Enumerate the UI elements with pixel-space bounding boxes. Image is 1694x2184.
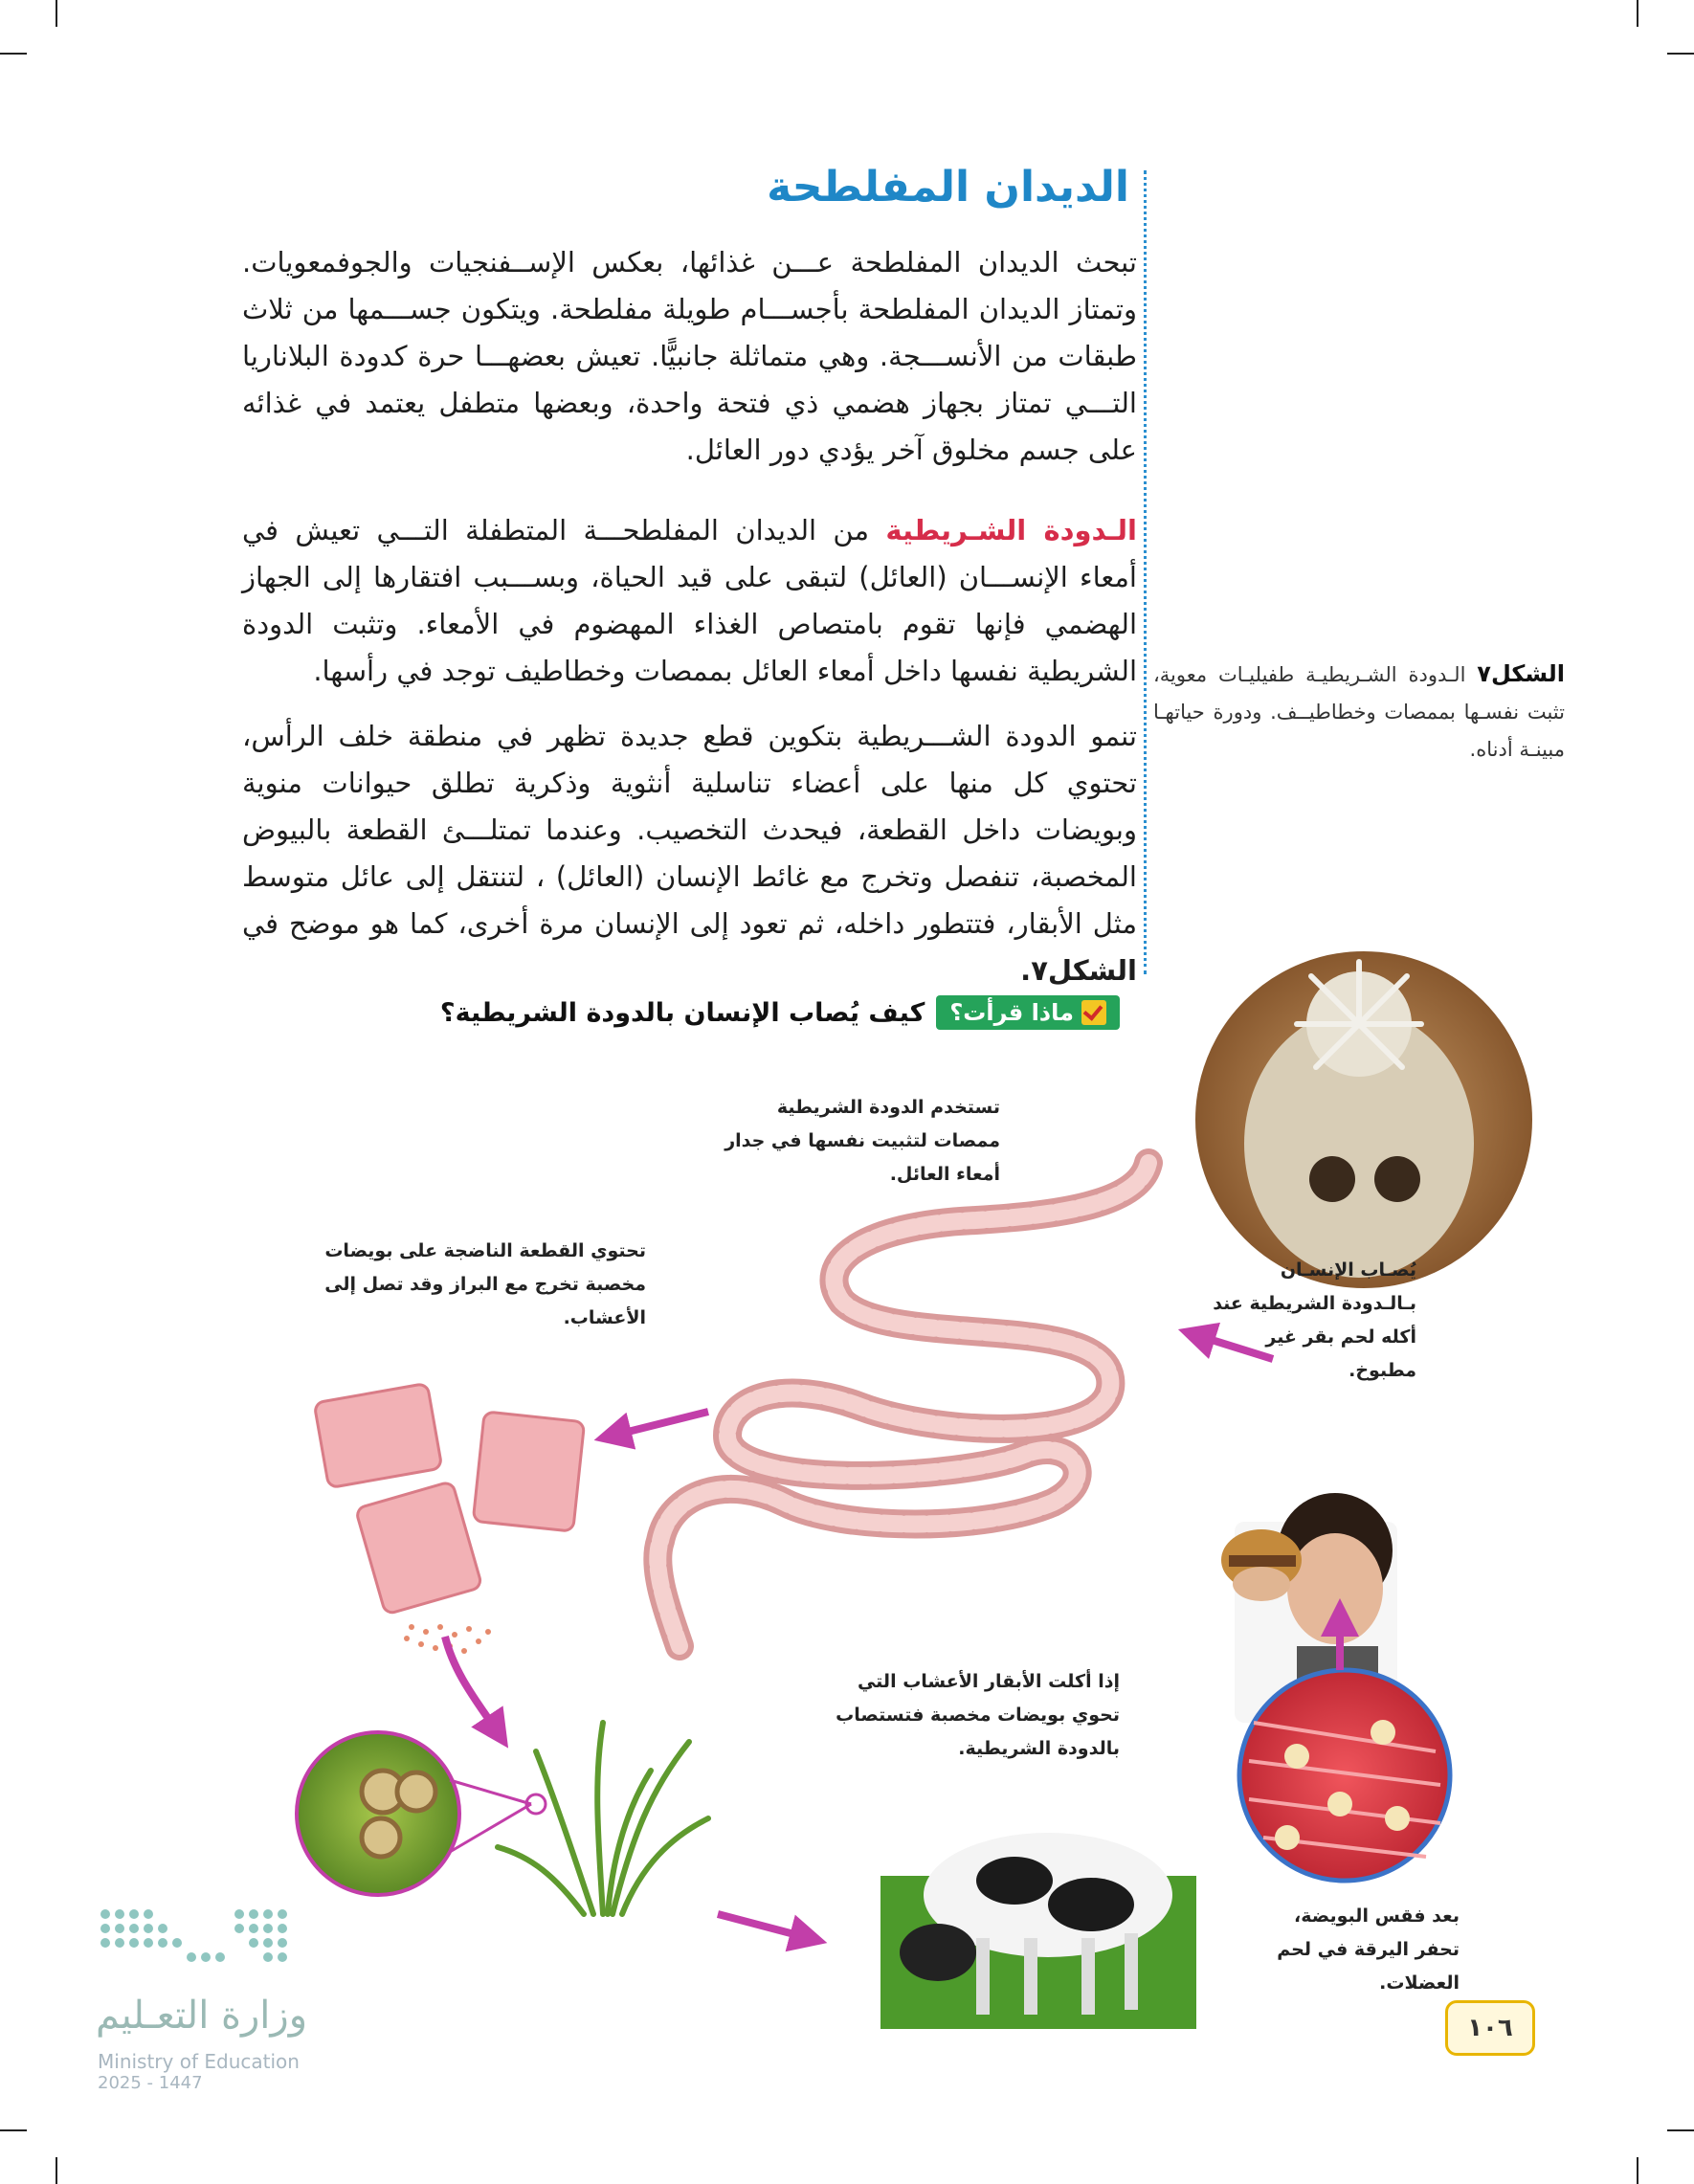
proglottid-segments — [314, 1383, 585, 1654]
figure-label: الشكل٧ — [1477, 660, 1565, 687]
cow-photo — [880, 1833, 1196, 2029]
ministry-logo-english: Ministry of Education — [98, 2050, 300, 2073]
scolex-photo — [1193, 949, 1534, 1290]
tapeworm-illustration — [658, 1163, 1148, 1646]
page-number: ١٠٦ — [1445, 2000, 1535, 2056]
paragraph-growth-text: تنمو الدودة الشـــريطية بتكوين قطع جديدة تظهر في منطقة خلف الرأس، تحتوي كل منها على أعضاء تناسلية أنثوية وذكرية تطلق حيوانات منوية وبويضات داخل القطعة، فيحدث التخصيب. وعندما تمتلـــئ القطعة بالبيوض المخصبة، تنفصل وتخرج مع غائط الإنسان (العائل) ، لتنتقل إلى عائل متوسط مثل الأبقار، فتتطور داخله، ثم تعود إلى الإنسان مرة أخرى، كما هو موضح في — [242, 720, 1137, 940]
term-tapeworm: الـدودة الشـريطية — [885, 514, 1137, 546]
paragraph-intro: تبحث الديدان المفلطحة عـــن غذائها، بعكس الإســفنجيات والجوفمعويات. وتمتاز الديدان المفلطحة بأجســـام طويلة مفلطحة. ويتكون جســـمها من ثلاث طبقات من الأنســـجة. وهي متماثلة جانبيًّا. تعيش بعضهـــا حرة كدودة البلاناريا التـــي تمتاز بجهاز هضمي ذي فتحة واحدة، وبعضها متطفل يعتمد في غذائه على جسم مخلوق آخر يؤدي دور العائل. — [242, 246, 1137, 466]
muscle-larvae-magnified — [1239, 1670, 1450, 1881]
ministry-logo-arabic: وزارة التعـليم — [96, 1994, 308, 2038]
eggs-on-grass-magnified — [297, 1732, 546, 1895]
reading-check-question: كيف يُصاب الإنسان بالدودة الشريطية؟ — [439, 997, 925, 1028]
label-human-infection: يُصـاب الإنسـان بـالـدودة الشريطية عند أكله لحم بقر غير مطبوخ. — [1213, 1259, 1416, 1381]
label-cow: إذا أكلت الأبقار الأعشاب التي تحوي بويضات مخصبة فتستصاب بالدودة الشريطية. — [836, 1671, 1120, 1759]
ministry-logo-dots — [96, 1905, 306, 1981]
paragraph-tapeworm-text: من الديدان المفلطحـــة المتطفلة التـــي تعيش في أمعاء الإنســـان (العائل) لتبقى على قيد الحياة، وبســـبب افتقارها إلى الجهاز الهضمي فإنها تقوم بامتصاص الغذاء المهضوم في الأمعاء. وتثبت الدودة الشريطية نفسها داخل أمعاء العائل بممصات وخطاطيف توجد في رأسها. — [242, 514, 1137, 687]
section-heading: الديدان المفلطحة — [767, 163, 1129, 212]
ministry-logo-year: 2025 - 1447 — [98, 2073, 203, 2093]
label-muscle-larva: بعد فقس البويضة، تحفر اليرقة في لحم العضلات. — [1277, 1905, 1460, 1994]
figure-reference: الشكل٧. — [1020, 954, 1137, 987]
figure-caption-text: الـدودة الشـريطيـة طفيليـات معوية، تثبت نفسـها بممصات وخطاطيــف. ودورة حياتهـا مبينـة أدناه. — [1153, 663, 1565, 761]
reading-check-label: ماذا قرأت؟ — [949, 999, 1074, 1026]
grass-illustration — [498, 1723, 708, 1914]
label-scolex: تستخدم الدودة الشريطية ممصات لتثبيت نفسها في جدار أمعاء العائل. — [724, 1097, 1000, 1185]
label-proglottid: تحتوي القطعة الناضجة على بويضات مخصبة تخرج مع البراز وقد تصل إلى الأعشاب. — [324, 1240, 646, 1328]
